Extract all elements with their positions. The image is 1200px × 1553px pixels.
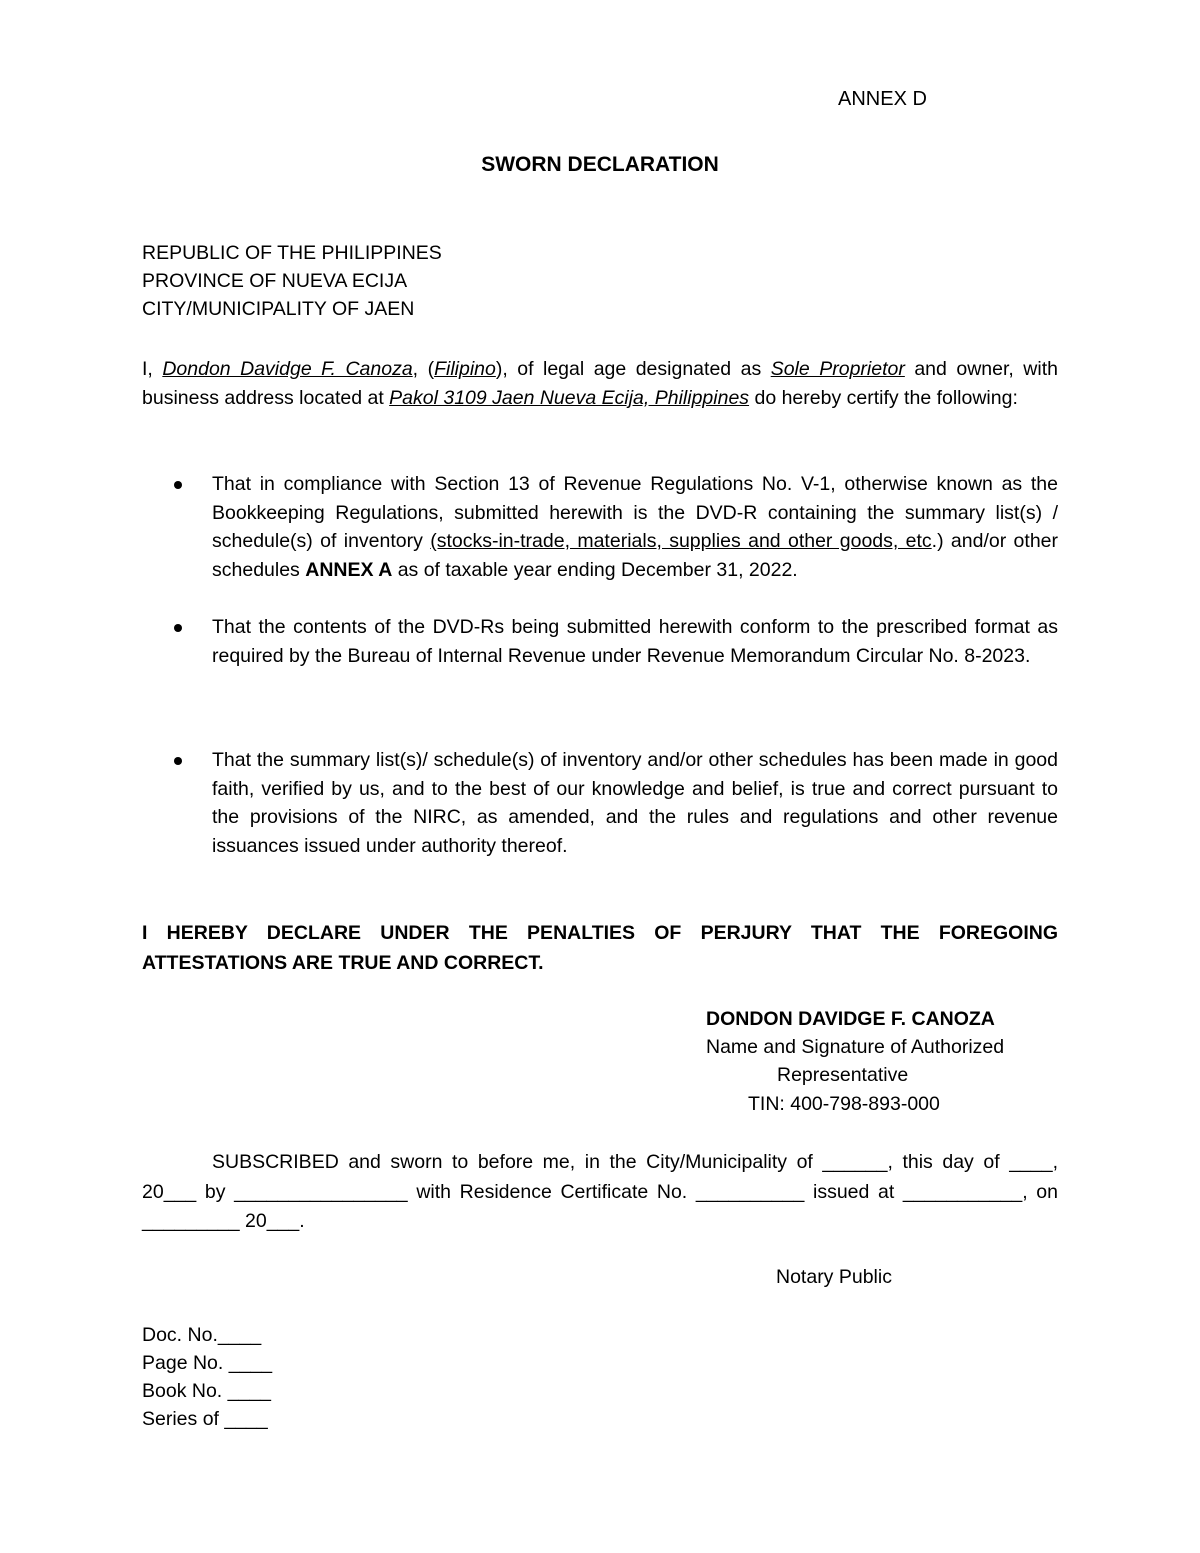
intro-text: , (	[412, 358, 435, 380]
bullet-icon	[174, 757, 182, 765]
document-title: SWORN DECLARATION	[481, 153, 719, 176]
bullet-text: That the contents of the DVD-Rs being submitted herewith conform to the prescribed format as required by the Bureau of Internal Revenue under Revenue Memorandum Circular No. 8-2023.	[212, 616, 1058, 667]
citizenship: Filipino	[434, 358, 496, 380]
annex-label: ANNEX D	[838, 88, 927, 110]
signatory-caption: Name and Signature of Authorized	[706, 1036, 1005, 1058]
declarant-name: Dondon Davidge F. Canoza	[162, 358, 413, 380]
header-republic: REPUBLIC OF THE PHILIPPINES	[142, 242, 442, 264]
bullet-icon	[174, 481, 182, 489]
bullet1-text: That in compliance with Section 13 of Revenue Regulations No. V-1, otherwise known as the Bookkeeping Regulations, submitted herewith is the DVD-R containing the summary list(s) / schedule(s) of inventory	[212, 473, 1058, 552]
header-province: PROVINCE OF NUEVA ECIJA	[142, 270, 408, 292]
intro-text: I,	[142, 358, 163, 380]
intro-text: do hereby certify the following:	[749, 386, 1018, 409]
designation: Sole Proprietor	[770, 358, 905, 380]
series-field: Series of ____	[142, 1408, 268, 1430]
business-address: Pakol 3109 Jaen Nueva Ecija, Philippines	[389, 386, 750, 409]
header-municipality: CITY/MUNICIPALITY OF JAEN	[142, 298, 415, 320]
jurat-paragraph: SUBSCRIBED and sworn to before me, in the City/Municipality of ______, this day of ____, 20___ by ________________ with Residence Certificate No. __________ issued at ___________, on _________ 20___.	[142, 1151, 1058, 1232]
inventory-items: (stocks-in-trade, materials, supplies and other goods, etc	[430, 530, 932, 552]
annex-a-ref: ANNEX A	[305, 558, 393, 581]
bullet-text	[212, 470, 1058, 584]
bullet-icon	[174, 624, 182, 632]
signatory-tin: TIN: 400-798-893-000	[748, 1093, 940, 1115]
bullet1-text: .) and/or other schedules	[212, 530, 1059, 581]
signatory-caption: Representative	[777, 1064, 909, 1086]
intro-text: and owner, with business address located at	[142, 358, 1058, 409]
perjury-declaration: I HEREBY DECLARE UNDER THE PENALTIES OF PERJURY THAT THE FOREGOING ATTESTATIONS ARE TRUE AND CORRECT.	[142, 922, 1058, 974]
bullet-text: That the summary list(s)/ schedule(s) of inventory and/or other schedules has been made in good faith, verified by us, and to the best of our knowledge and belief, is true and correct pursuant to the provisions of the NIRC, as amended, and the rules and regulations and other revenue issuances issued under authority thereof.	[212, 749, 1058, 857]
bullet1-text: as of taxable year ending December 31, 2022.	[392, 558, 798, 581]
doc-no-field: Doc. No.____	[142, 1324, 262, 1346]
book-no-field: Book No. ____	[142, 1380, 272, 1402]
signatory-name: DONDON DAVIDGE F. CANOZA	[706, 1008, 995, 1030]
page-no-field: Page No. ____	[142, 1352, 273, 1374]
intro-paragraph	[142, 355, 1058, 412]
notary-label: Notary Public	[776, 1266, 892, 1288]
intro-text: ), of legal age designated as	[495, 358, 771, 380]
